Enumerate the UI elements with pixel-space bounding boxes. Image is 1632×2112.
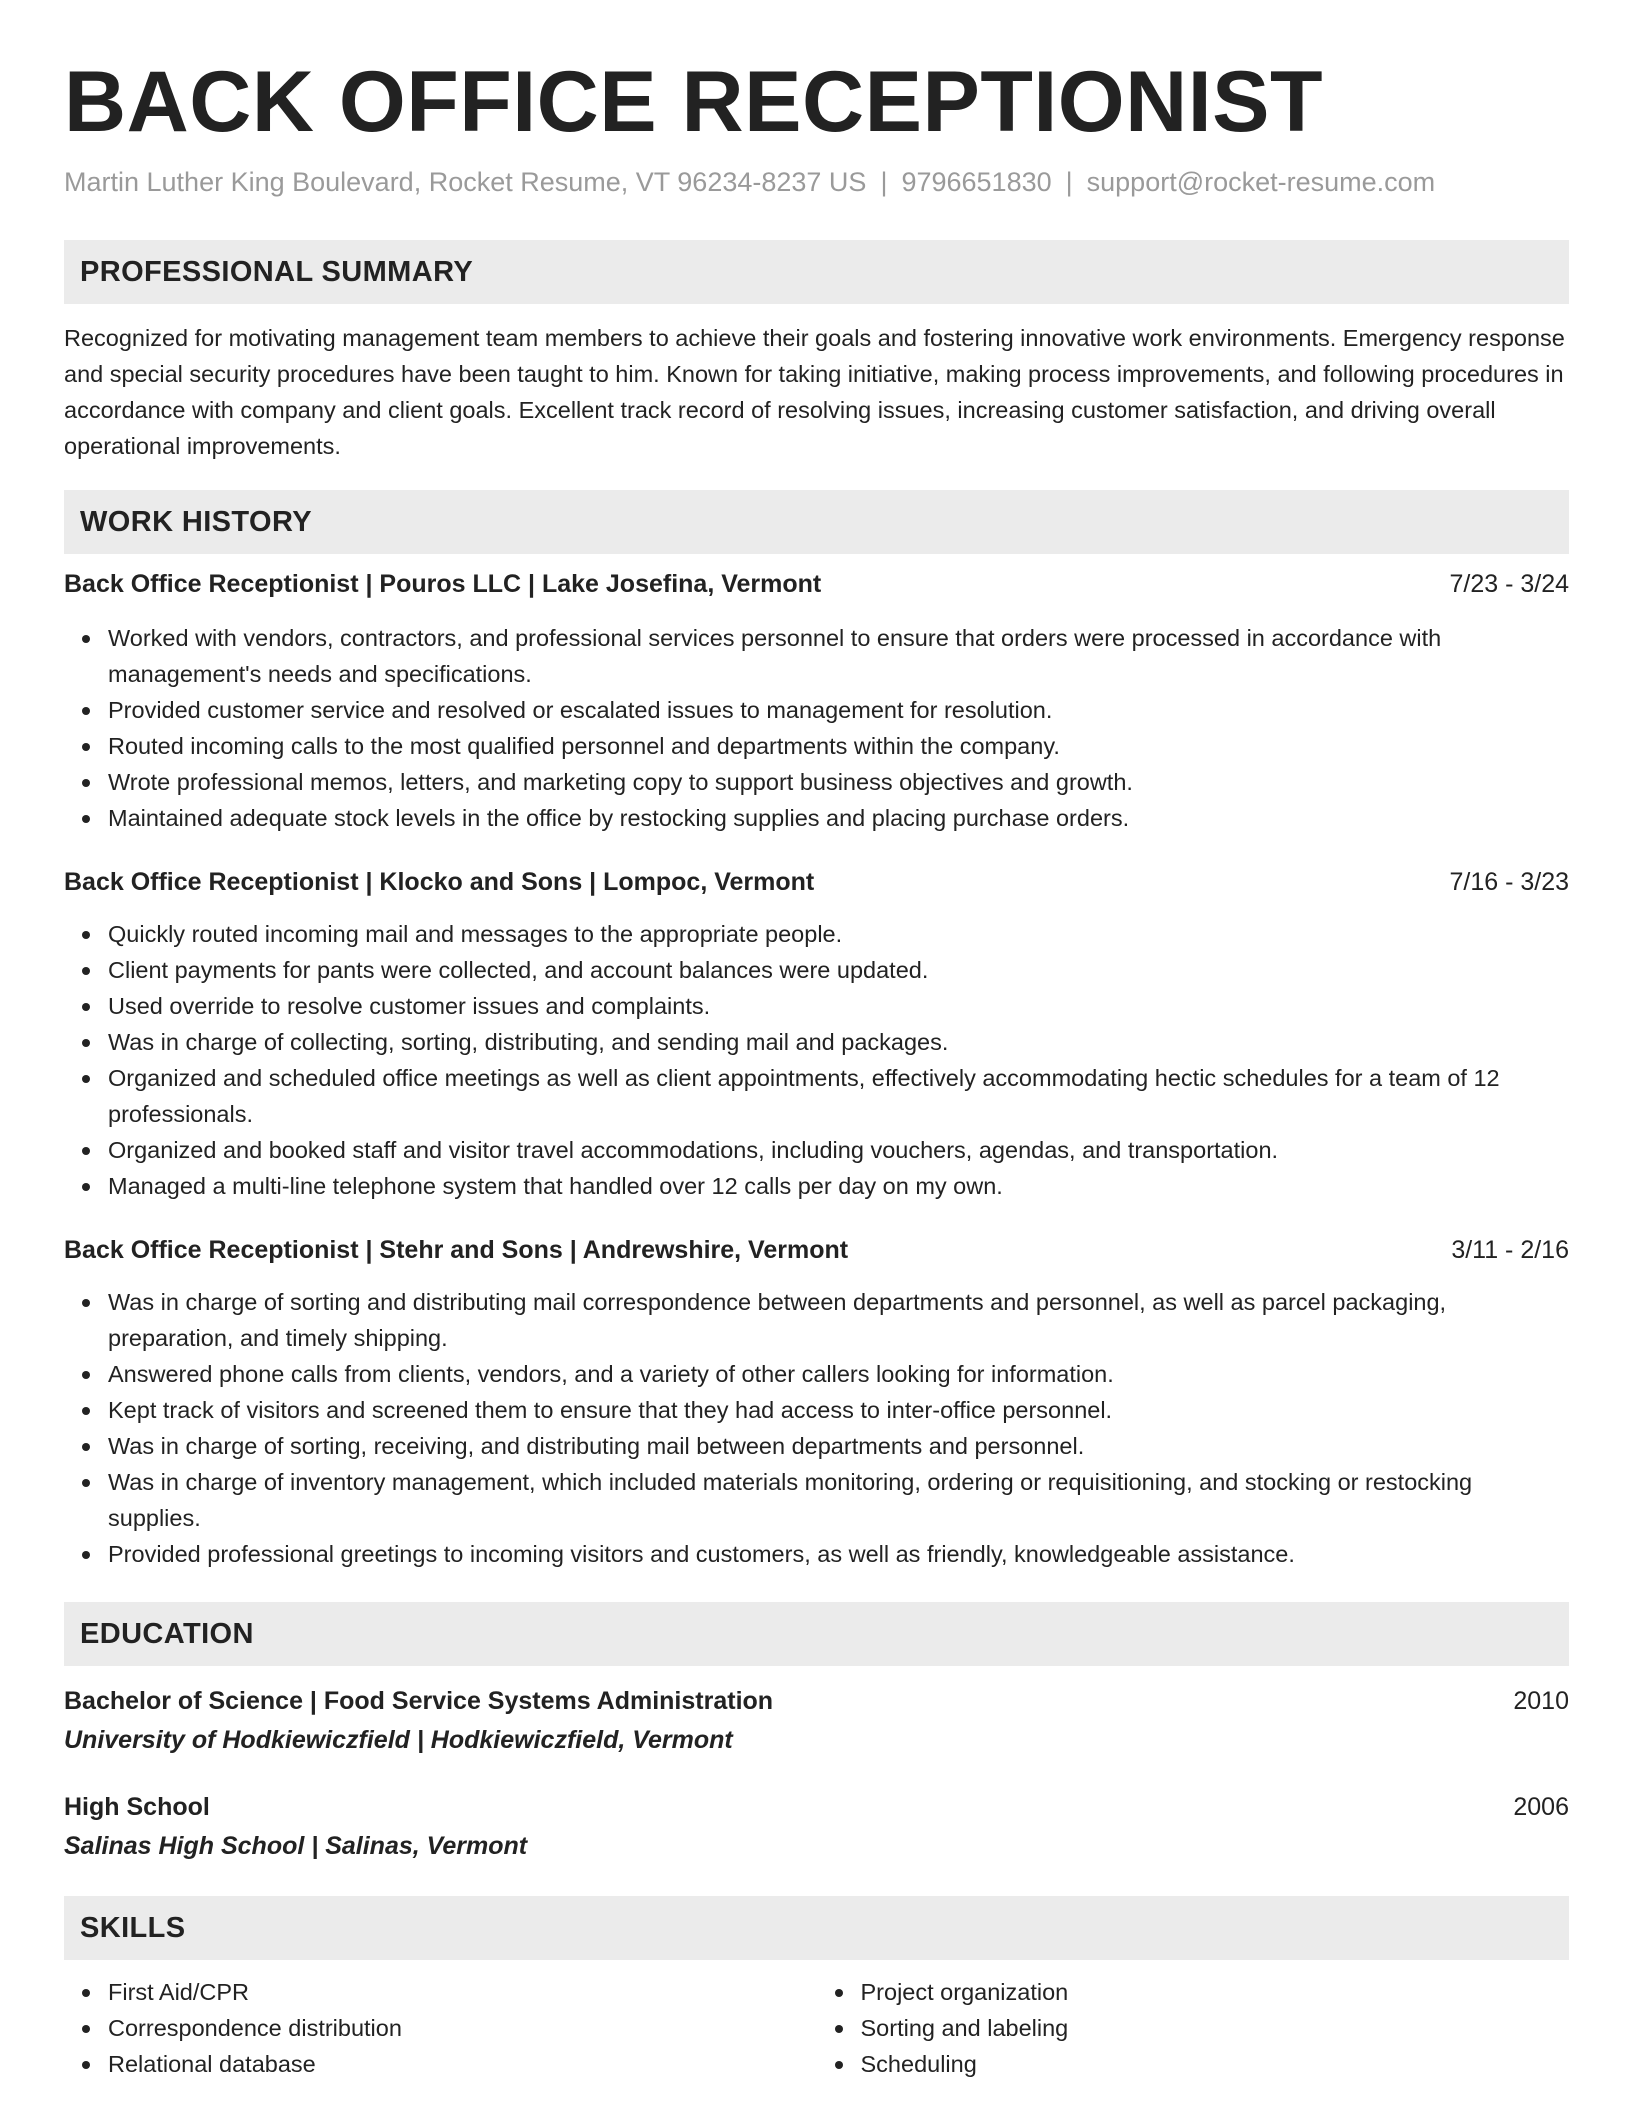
job-entry bbox=[64, 864, 1569, 1204]
list-item: Managed a multi-line telephone system that handled over 12 calls per day on my own. bbox=[108, 1168, 1569, 1204]
list-item: Quickly routed incoming mail and messages to the appropriate people. bbox=[108, 916, 1569, 952]
education-year: 2006 bbox=[1513, 1793, 1569, 1821]
job-entry bbox=[64, 1232, 1569, 1572]
contact-separator: | bbox=[1065, 167, 1073, 197]
list-item: Was in charge of collecting, sorting, distributing, and sending mail and packages. bbox=[108, 1024, 1569, 1060]
list-item: Worked with vendors, contractors, and professional services personnel to ensure that orders were processed in accordance with management's needs and specifications. bbox=[108, 620, 1569, 692]
list-item: Maintained adequate stock levels in the office by restocking supplies and placing purchase orders. bbox=[108, 800, 1569, 836]
job-title: Back Office Receptionist | Klocko and Sons | Lompoc, Vermont bbox=[64, 868, 815, 896]
contact-separator: | bbox=[880, 167, 888, 197]
list-item: Provided professional greetings to incoming visitors and customers, as well as friendly, knowledgeable assistance. bbox=[108, 1536, 1569, 1572]
education-school: Salinas High School | Salinas, Vermont bbox=[64, 1832, 528, 1860]
list-item: Client payments for pants were collected, and account balances were updated. bbox=[108, 952, 1569, 988]
job-header bbox=[64, 566, 1569, 602]
education-year: 2010 bbox=[1513, 1687, 1569, 1715]
skill-item: Scheduling bbox=[861, 2046, 1570, 2082]
job-entry bbox=[64, 566, 1569, 836]
list-item: Organized and scheduled office meetings as well as client appointments, effectively accommodating hectic schedules for a team of 12 professionals. bbox=[108, 1060, 1569, 1132]
list-item: Provided customer service and resolved or escalated issues to management for resolution. bbox=[108, 692, 1569, 728]
list-item: Routed incoming calls to the most qualified personnel and departments within the company. bbox=[108, 728, 1569, 764]
skill-item: Correspondence distribution bbox=[108, 2010, 817, 2046]
job-dates: 7/16 - 3/23 bbox=[1449, 868, 1569, 896]
contact-email[interactable]: support@rocket-resume.com bbox=[1086, 167, 1436, 197]
summary-text: Recognized for motivating management team members to achieve their goals and fostering innovative work environments. Emergency response and special security procedures have been taught to him. Known for taking initiative, making process improvements, and following procedures in accordance with company and client goals. Excellent track record of resolving issues, increasing customer satisfaction, and driving overall operational improvements. bbox=[64, 325, 1565, 459]
contact-line bbox=[64, 164, 1569, 200]
list-item: Wrote professional memos, letters, and marketing copy to support business objectives and growth. bbox=[108, 764, 1569, 800]
skill-item: Relational database bbox=[108, 2046, 817, 2082]
section-header-work-history: WORK HISTORY bbox=[64, 490, 1569, 554]
list-item: Organized and booked staff and visitor travel accommodations, including vouchers, agendas, and transportation. bbox=[108, 1132, 1569, 1168]
skill-item: Sorting and labeling bbox=[861, 2010, 1570, 2046]
job-dates: 7/23 - 3/24 bbox=[1449, 570, 1569, 598]
education-school: University of Hodkiewiczfield | Hodkiewiczfield, Vermont bbox=[64, 1726, 733, 1754]
job-title: Back Office Receptionist | Pouros LLC | Lake Josefina, Vermont bbox=[64, 570, 822, 598]
skill-item: Project organization bbox=[861, 1974, 1570, 2010]
education-entry bbox=[64, 1788, 1569, 1866]
job-bullets bbox=[64, 620, 1569, 836]
list-item: Used override to resolve customer issues and complaints. bbox=[108, 988, 1569, 1024]
education-header bbox=[64, 1682, 1569, 1720]
skills-column-left bbox=[64, 1974, 817, 2082]
education-entry bbox=[64, 1682, 1569, 1760]
job-bullets bbox=[64, 1284, 1569, 1572]
job-dates: 3/11 - 2/16 bbox=[1451, 1236, 1569, 1264]
skills-list bbox=[64, 1974, 1569, 2082]
job-title: Back Office Receptionist | Stehr and Sons | Andrewshire, Vermont bbox=[64, 1236, 849, 1264]
section-header-education: EDUCATION bbox=[64, 1602, 1569, 1666]
section-header-summary: PROFESSIONAL SUMMARY bbox=[64, 240, 1569, 304]
job-bullets bbox=[64, 916, 1569, 1204]
contact-address: Martin Luther King Boulevard, Rocket Resume, VT 96234-8237 US bbox=[64, 167, 867, 197]
list-item: Kept track of visitors and screened them to ensure that they had access to inter-office personnel. bbox=[108, 1392, 1569, 1428]
skill-item: First Aid/CPR bbox=[108, 1974, 817, 2010]
list-item: Was in charge of sorting and distributing mail correspondence between departments and personnel, as well as parcel packaging, preparation, and timely shipping. bbox=[108, 1284, 1569, 1356]
job-header bbox=[64, 1232, 1569, 1268]
education-degree: Bachelor of Science | Food Service Systems Administration bbox=[64, 1687, 774, 1715]
section-header-skills: SKILLS bbox=[64, 1896, 1569, 1960]
list-item: Was in charge of sorting, receiving, and distributing mail between departments and personnel. bbox=[108, 1428, 1569, 1464]
list-item: Was in charge of inventory management, which included materials monitoring, ordering or requisitioning, and stocking or restocking supplies. bbox=[108, 1464, 1569, 1536]
contact-phone: 9796651830 bbox=[901, 167, 1052, 197]
list-item: Answered phone calls from clients, vendors, and a variety of other callers looking for information. bbox=[108, 1356, 1569, 1392]
candidate-name: BACK OFFICE RECEPTIONIST bbox=[64, 54, 1324, 150]
skills-column-right bbox=[817, 1974, 1570, 2082]
job-header bbox=[64, 864, 1569, 900]
education-header bbox=[64, 1788, 1569, 1826]
education-degree: High School bbox=[64, 1793, 210, 1821]
